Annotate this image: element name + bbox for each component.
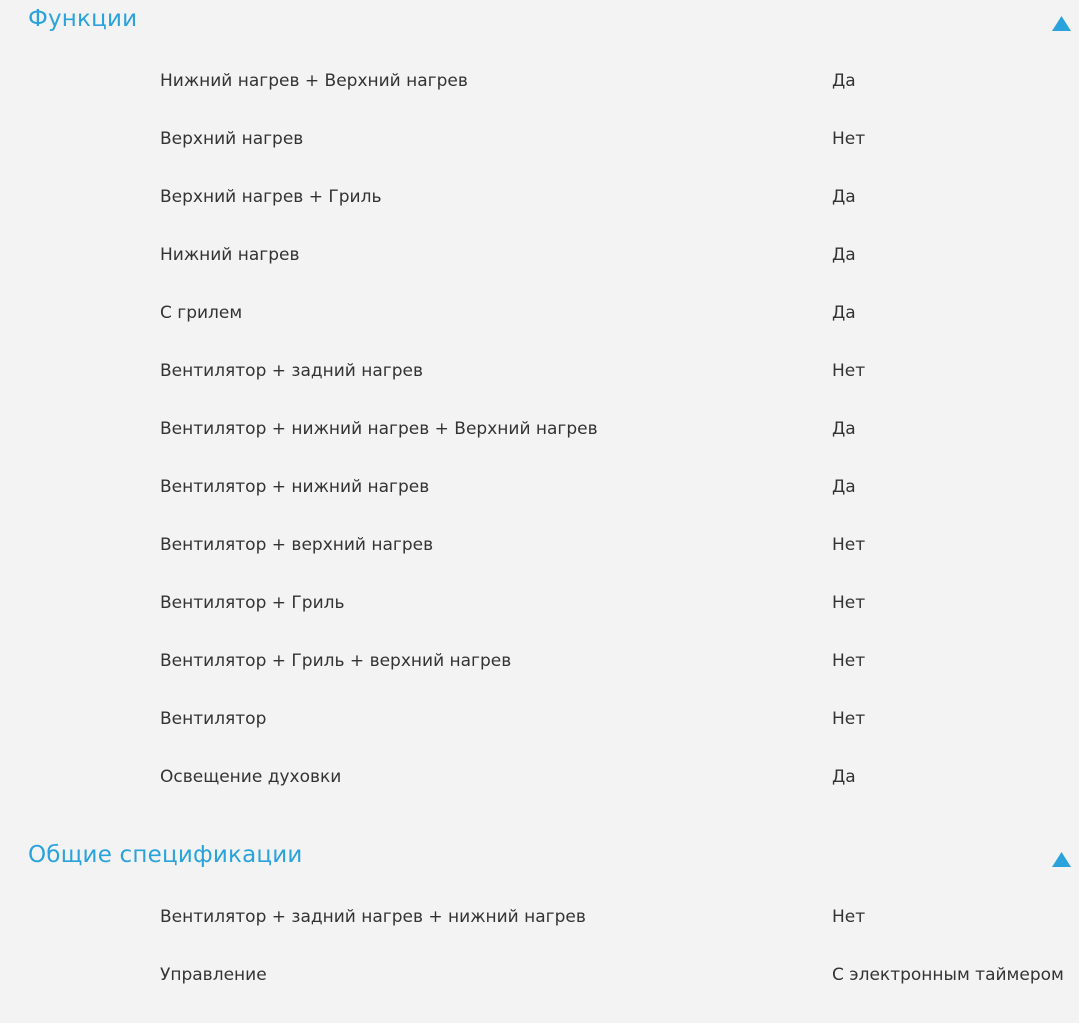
- spec-value: Да: [832, 187, 856, 207]
- spec-value: Нет: [832, 361, 866, 381]
- spec-row: [0, 690, 1079, 748]
- spec-value: Да: [832, 419, 856, 439]
- general-specs-section-header[interactable]: [0, 836, 1079, 880]
- spec-label: Вентилятор + нижний нагрев + Верхний нагрев: [160, 419, 598, 439]
- general-spec-list: [0, 888, 1079, 1004]
- spec-label: С грилем: [160, 303, 243, 323]
- spec-value: Нет: [832, 907, 866, 927]
- collapse-toggle-icon[interactable]: [1052, 852, 1071, 867]
- spec-value: Да: [832, 245, 856, 265]
- spec-label: Верхний нагрев: [160, 129, 304, 149]
- section-title-general-specs: Общие спецификации: [28, 842, 303, 868]
- spec-label: Управление: [160, 965, 267, 985]
- spec-label: Вентилятор + Гриль + верхний нагрев: [160, 651, 512, 671]
- section-title-functions: Функции: [28, 6, 138, 32]
- spec-label: Вентилятор + нижний нагрев: [160, 477, 430, 497]
- functions-section-header[interactable]: [0, 0, 1079, 44]
- spec-label: Вентилятор + верхний нагрев: [160, 535, 434, 555]
- functions-spec-list: [0, 52, 1079, 806]
- spec-value: Да: [832, 303, 856, 323]
- spec-row: [0, 632, 1079, 690]
- spec-value: Да: [832, 71, 856, 91]
- spec-value: С электронным таймером: [832, 965, 1064, 985]
- spec-label: Вентилятор + задний нагрев: [160, 361, 423, 381]
- triangle-up-icon: [1052, 16, 1071, 31]
- spec-value: Да: [832, 477, 856, 497]
- spec-row: [0, 748, 1079, 806]
- spec-value: Нет: [832, 593, 866, 613]
- collapse-toggle-icon[interactable]: [1052, 16, 1071, 31]
- spec-row: [0, 168, 1079, 226]
- spec-row: [0, 400, 1079, 458]
- spec-label: Вентилятор + задний нагрев + нижний нагрев: [160, 907, 586, 927]
- triangle-up-icon: [1052, 852, 1071, 867]
- spec-label: Нижний нагрев: [160, 245, 300, 265]
- spec-label: Вентилятор + Гриль: [160, 593, 345, 613]
- spec-row: [0, 888, 1079, 946]
- general-specs-section: [0, 836, 1079, 1023]
- spec-label: Верхний нагрев + Гриль: [160, 187, 382, 207]
- spec-value: Нет: [832, 709, 866, 729]
- spec-row: [0, 52, 1079, 110]
- spec-label: Освещение духовки: [160, 767, 342, 787]
- spec-value: Нет: [832, 651, 866, 671]
- spec-row: [0, 284, 1079, 342]
- spec-row: [0, 458, 1079, 516]
- spec-label: Нижний нагрев + Верхний нагрев: [160, 71, 468, 91]
- spec-row: [0, 574, 1079, 632]
- spec-row: [0, 946, 1079, 1004]
- spec-row: [0, 342, 1079, 400]
- spec-value: Нет: [832, 535, 866, 555]
- spec-row: [0, 226, 1079, 284]
- spec-value: Нет: [832, 129, 866, 149]
- spec-row: [0, 516, 1079, 574]
- spec-label: Вентилятор: [160, 709, 267, 729]
- spec-value: Да: [832, 767, 856, 787]
- spec-row: [0, 110, 1079, 168]
